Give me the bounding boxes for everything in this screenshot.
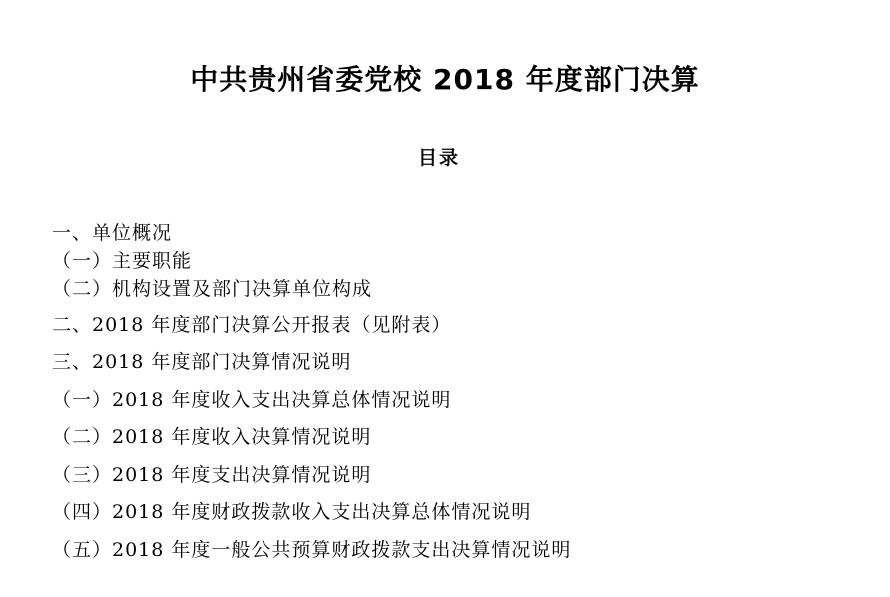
toc-heading: 目录 — [417, 147, 460, 169]
toc-item-fiscal-appropriation-overall: （四）2018 年度财政拨款收入支出决算总体情况说明 — [52, 501, 532, 523]
document-title: 中共贵州省委党校 2018 年度部门决算 — [190, 63, 700, 96]
toc-item-explanation: 三、2018 年度部门决算情况说明 — [52, 351, 352, 373]
toc-item-unit-overview: 一、单位概况 — [52, 222, 173, 244]
toc-item-income: （二）2018 年度收入决算情况说明 — [52, 426, 372, 448]
toc-item-organization: （二）机构设置及部门决算单位构成 — [52, 278, 373, 300]
toc-item-main-functions: （一）主要职能 — [52, 250, 193, 272]
toc-item-public-reports: 二、2018 年度部门决算公开报表（见附表） — [52, 314, 452, 336]
toc-item-income-expense-overall: （一）2018 年度收入支出决算总体情况说明 — [52, 389, 452, 411]
toc-item-general-budget-expense: （五）2018 年度一般公共预算财政拨款支出决算情况说明 — [52, 539, 572, 561]
toc-item-expense: （三）2018 年度支出决算情况说明 — [52, 464, 372, 486]
